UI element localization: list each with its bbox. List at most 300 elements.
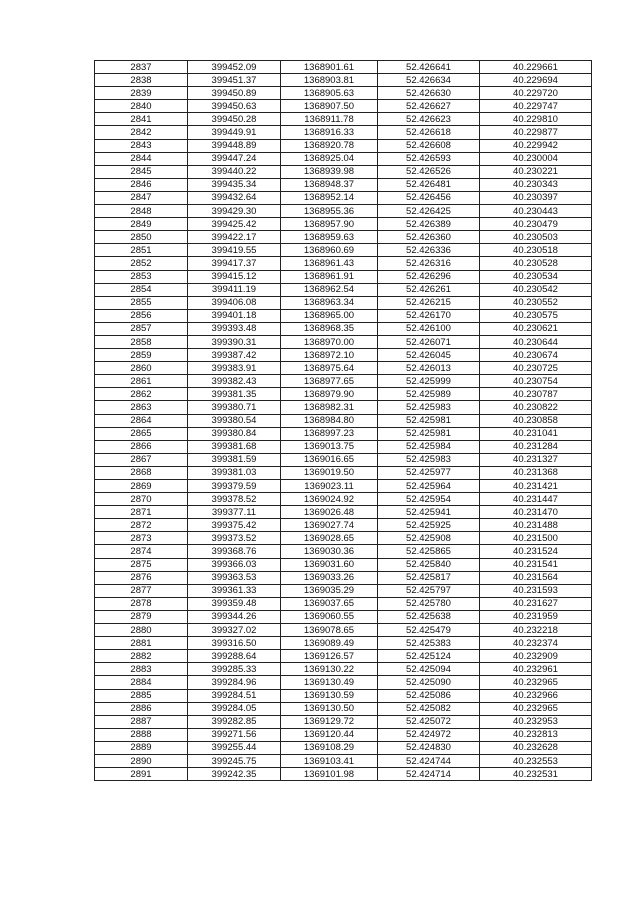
table-cell: 52.424972 [378,728,480,741]
table-row [95,322,592,335]
table-row [95,728,592,741]
table-cell: 40.230621 [480,322,592,335]
table-cell: 40.230552 [480,296,592,309]
table-cell: 40.229694 [480,74,592,87]
table-cell: 40.232966 [480,689,592,702]
table-cell: 40.231421 [480,480,592,493]
table-cell: 52.425925 [378,519,480,532]
table-cell: 52.425094 [378,663,480,676]
table-row [95,466,592,479]
table-cell: 1369031.60 [281,558,378,571]
table-cell: 399447.24 [188,152,281,165]
table-cell: 1369130.50 [281,702,378,715]
table-cell: 399390.31 [188,335,281,348]
table-row [95,689,592,702]
table-cell: 2860 [95,362,188,375]
table-cell: 52.426296 [378,270,480,283]
table-cell: 40.230221 [480,165,592,178]
table-cell: 1368955.36 [281,205,378,218]
table-cell: 40.232553 [480,754,592,767]
table-cell: 52.425383 [378,637,480,650]
table-cell: 52.424744 [378,754,480,767]
table-cell: 40.230858 [480,414,592,427]
table-cell: 2857 [95,322,188,335]
table-row [95,87,592,100]
table-cell: 1369108.29 [281,741,378,754]
table-row [95,453,592,466]
table-row [95,126,592,139]
table-cell: 2891 [95,768,188,781]
table-cell: 40.229720 [480,87,592,100]
table-cell: 40.229942 [480,139,592,152]
table-row [95,571,592,584]
table-cell: 1368961.43 [281,257,378,270]
table-cell: 399288.64 [188,650,281,663]
table-cell: 2862 [95,388,188,401]
table-cell: 52.426336 [378,244,480,257]
table-cell: 2840 [95,100,188,113]
coordinates-table [94,60,592,781]
table-row [95,754,592,767]
table-cell: 399425.42 [188,218,281,231]
table-cell: 399415.12 [188,270,281,283]
table-cell: 52.426215 [378,296,480,309]
table-cell: 2847 [95,191,188,204]
table-cell: 52.425999 [378,375,480,388]
table-cell: 2888 [95,728,188,741]
table-cell: 52.425124 [378,650,480,663]
table-cell: 1368961.91 [281,270,378,283]
table-cell: 1368939.98 [281,165,378,178]
table-cell: 2864 [95,414,188,427]
table-cell: 52.425989 [378,388,480,401]
table-cell: 52.426456 [378,191,480,204]
table-cell: 40.230725 [480,362,592,375]
table-cell: 399380.54 [188,414,281,427]
table-row [95,637,592,650]
table-cell: 399344.26 [188,610,281,623]
table-cell: 40.232953 [480,715,592,728]
table-cell: 1369016.65 [281,453,378,466]
table-cell: 52.426071 [378,335,480,348]
table-row [95,74,592,87]
table-cell: 40.232218 [480,624,592,637]
table-cell: 40.231470 [480,506,592,519]
table-cell: 52.425954 [378,493,480,506]
table-cell: 2869 [95,480,188,493]
table-cell: 399448.89 [188,139,281,152]
table-cell: 1368907.50 [281,100,378,113]
table-cell: 399440.22 [188,165,281,178]
table-cell: 1368997.23 [281,427,378,440]
table-cell: 52.426100 [378,322,480,335]
table-cell: 40.230443 [480,205,592,218]
table-cell: 1369078.65 [281,624,378,637]
table-cell: 2843 [95,139,188,152]
table-cell: 52.426623 [378,113,480,126]
table-cell: 1368970.00 [281,335,378,348]
table-row [95,493,592,506]
table-cell: 1369103.41 [281,754,378,767]
table-cell: 399381.68 [188,440,281,453]
table-cell: 1369023.11 [281,480,378,493]
table-cell: 40.232374 [480,637,592,650]
table-row [95,545,592,558]
table-cell: 1368979.90 [281,388,378,401]
table-cell: 40.230575 [480,309,592,322]
table-cell: 52.425941 [378,506,480,519]
table-cell: 2846 [95,178,188,191]
table-cell: 399363.53 [188,571,281,584]
table-cell: 2844 [95,152,188,165]
table-cell: 399380.84 [188,427,281,440]
table-cell: 399255.44 [188,741,281,754]
table-cell: 2877 [95,584,188,597]
table-cell: 2859 [95,349,188,362]
table-cell: 52.425908 [378,532,480,545]
table-cell: 40.230528 [480,257,592,270]
table-cell: 2880 [95,624,188,637]
table-cell: 2865 [95,427,188,440]
table-cell: 1368957.90 [281,218,378,231]
table-cell: 399381.35 [188,388,281,401]
table-cell: 40.230397 [480,191,592,204]
table-row [95,270,592,283]
table-cell: 2850 [95,231,188,244]
table-row [95,205,592,218]
table-cell: 40.230479 [480,218,592,231]
table-cell: 1368948.37 [281,178,378,191]
table-cell: 40.231488 [480,519,592,532]
table-cell: 2885 [95,689,188,702]
table-cell: 52.425983 [378,401,480,414]
table-cell: 40.230004 [480,152,592,165]
table-cell: 399368.76 [188,545,281,558]
table-cell: 2849 [95,218,188,231]
table-cell: 1368963.34 [281,296,378,309]
table-cell: 399387.42 [188,349,281,362]
table-row [95,113,592,126]
table-cell: 40.231593 [480,584,592,597]
table-cell: 399284.51 [188,689,281,702]
table-row [95,375,592,388]
table-cell: 40.229661 [480,61,592,74]
table-cell: 2887 [95,715,188,728]
table-cell: 40.231041 [480,427,592,440]
table-row [95,663,592,676]
table-cell: 2838 [95,74,188,87]
table-cell: 52.425817 [378,571,480,584]
table-cell: 1368977.65 [281,375,378,388]
table-row [95,624,592,637]
table-cell: 2842 [95,126,188,139]
table-cell: 1369101.98 [281,768,378,781]
table-cell: 40.230518 [480,244,592,257]
table-cell: 52.426170 [378,309,480,322]
table-cell: 40.232531 [480,768,592,781]
table-cell: 40.231284 [480,440,592,453]
table-cell: 40.231564 [480,571,592,584]
table-cell: 1369037.65 [281,597,378,610]
table-row [95,427,592,440]
table-cell: 1368952.14 [281,191,378,204]
table-cell: 1368959.63 [281,231,378,244]
table-row [95,100,592,113]
table-cell: 2848 [95,205,188,218]
table-row [95,506,592,519]
table-row [95,165,592,178]
table-cell: 1368962.54 [281,283,378,296]
table-cell: 399450.28 [188,113,281,126]
table-cell: 40.230343 [480,178,592,191]
table-cell: 40.231541 [480,558,592,571]
table-cell: 1369120.44 [281,728,378,741]
table-cell: 399449.91 [188,126,281,139]
table-row [95,388,592,401]
table-cell: 399429.30 [188,205,281,218]
table-row [95,257,592,270]
table-row [95,309,592,322]
table-cell: 1368965.00 [281,309,378,322]
table-cell: 2852 [95,257,188,270]
table-row [95,768,592,781]
table-cell: 1368975.64 [281,362,378,375]
table-cell: 40.232965 [480,702,592,715]
table-cell: 1368982.31 [281,401,378,414]
table-row [95,191,592,204]
table-row [95,218,592,231]
table-cell: 52.425072 [378,715,480,728]
table-cell: 52.426627 [378,100,480,113]
table-cell: 52.426593 [378,152,480,165]
table-cell: 40.230754 [480,375,592,388]
table-cell: 1368903.81 [281,74,378,87]
table-cell: 1368920.78 [281,139,378,152]
table-cell: 399401.18 [188,309,281,322]
table-cell: 40.231447 [480,493,592,506]
table-cell: 2871 [95,506,188,519]
table-cell: 40.231500 [480,532,592,545]
table-cell: 399379.59 [188,480,281,493]
table-cell: 40.232628 [480,741,592,754]
table-cell: 399451.37 [188,74,281,87]
table-cell: 40.231627 [480,597,592,610]
table-row [95,741,592,754]
table-row [95,480,592,493]
table-cell: 399316.50 [188,637,281,650]
coordinates-table-body [95,61,592,781]
table-cell: 1369129.72 [281,715,378,728]
table-row [95,231,592,244]
table-cell: 40.232965 [480,676,592,689]
table-cell: 399285.33 [188,663,281,676]
table-cell: 52.426618 [378,126,480,139]
table-cell: 40.231524 [480,545,592,558]
table-cell: 399284.05 [188,702,281,715]
table-row [95,414,592,427]
table-cell: 1369130.49 [281,676,378,689]
table-cell: 52.425977 [378,466,480,479]
table-cell: 399381.03 [188,466,281,479]
table-cell: 52.426481 [378,178,480,191]
table-cell: 2841 [95,113,188,126]
table-cell: 2883 [95,663,188,676]
table-cell: 52.425780 [378,597,480,610]
table-cell: 399450.89 [188,87,281,100]
table-cell: 399452.09 [188,61,281,74]
table-cell: 399378.52 [188,493,281,506]
table-cell: 1368901.61 [281,61,378,74]
table-cell: 2867 [95,453,188,466]
table-cell: 2870 [95,493,188,506]
table-cell: 1369130.22 [281,663,378,676]
table-row [95,244,592,257]
table-cell: 1369060.55 [281,610,378,623]
table-cell: 1369024.92 [281,493,378,506]
table-cell: 399366.03 [188,558,281,571]
table-row [95,152,592,165]
table-row [95,349,592,362]
table-cell: 1369130.59 [281,689,378,702]
table-cell: 1368925.04 [281,152,378,165]
table-cell: 2861 [95,375,188,388]
table-row [95,715,592,728]
table-cell: 40.232813 [480,728,592,741]
table-cell: 2858 [95,335,188,348]
table-row [95,519,592,532]
table-cell: 2868 [95,466,188,479]
table-cell: 1368972.10 [281,349,378,362]
table-cell: 1369027.74 [281,519,378,532]
table-row [95,178,592,191]
table-row [95,558,592,571]
table-row [95,362,592,375]
table-cell: 1369019.50 [281,466,378,479]
table-cell: 40.231959 [480,610,592,623]
table-row [95,597,592,610]
table-cell: 2875 [95,558,188,571]
table-cell: 52.426360 [378,231,480,244]
table-cell: 52.426526 [378,165,480,178]
table-cell: 52.425090 [378,676,480,689]
table-row [95,584,592,597]
table-cell: 2855 [95,296,188,309]
table-cell: 399406.08 [188,296,281,309]
table-cell: 40.232909 [480,650,592,663]
table-cell: 399393.48 [188,322,281,335]
table-cell: 1368911.78 [281,113,378,126]
table-cell: 52.425984 [378,440,480,453]
table-cell: 2856 [95,309,188,322]
table-cell: 399359.48 [188,597,281,610]
table-cell: 2845 [95,165,188,178]
table-cell: 52.425082 [378,702,480,715]
table-cell: 2853 [95,270,188,283]
table-cell: 399327.02 [188,624,281,637]
table-cell: 2837 [95,61,188,74]
table-cell: 40.230503 [480,231,592,244]
table-cell: 52.426630 [378,87,480,100]
table-cell: 2866 [95,440,188,453]
table-cell: 399450.63 [188,100,281,113]
table-row [95,283,592,296]
table-cell: 40.229747 [480,100,592,113]
table-cell: 1368960.69 [281,244,378,257]
table-cell: 1369089.49 [281,637,378,650]
table-cell: 40.232961 [480,663,592,676]
table-cell: 52.426013 [378,362,480,375]
table-row [95,676,592,689]
table-cell: 399435.34 [188,178,281,191]
table-cell: 40.230674 [480,349,592,362]
table-cell: 52.425964 [378,480,480,493]
table-row [95,401,592,414]
table-cell: 399422.17 [188,231,281,244]
table-cell: 399361.33 [188,584,281,597]
table-cell: 1368984.80 [281,414,378,427]
table-cell: 52.425797 [378,584,480,597]
table-cell: 399271.56 [188,728,281,741]
table-cell: 399432.64 [188,191,281,204]
table-cell: 52.425840 [378,558,480,571]
table-cell: 399245.75 [188,754,281,767]
table-cell: 399417.37 [188,257,281,270]
table-cell: 52.424714 [378,768,480,781]
table-cell: 2873 [95,532,188,545]
table-cell: 399411.19 [188,283,281,296]
table-cell: 2839 [95,87,188,100]
table-cell: 2854 [95,283,188,296]
table-row [95,532,592,545]
table-cell: 2876 [95,571,188,584]
table-cell: 2889 [95,741,188,754]
table-cell: 40.230822 [480,401,592,414]
table-row [95,650,592,663]
table-cell: 2882 [95,650,188,663]
table-cell: 52.425638 [378,610,480,623]
table-cell: 399377.11 [188,506,281,519]
table-row [95,61,592,74]
table-cell: 1369035.29 [281,584,378,597]
table-row [95,610,592,623]
table-cell: 399383.91 [188,362,281,375]
table-row [95,702,592,715]
table-cell: 52.426045 [378,349,480,362]
table-cell: 399381.59 [188,453,281,466]
table-cell: 1368916.33 [281,126,378,139]
table-cell: 1369013.75 [281,440,378,453]
table-cell: 1369028.65 [281,532,378,545]
table-cell: 2886 [95,702,188,715]
table-cell: 52.424830 [378,741,480,754]
table-row [95,296,592,309]
table-cell: 40.230787 [480,388,592,401]
table-cell: 1368905.63 [281,87,378,100]
table-row [95,335,592,348]
table-cell: 40.230644 [480,335,592,348]
table-cell: 399373.52 [188,532,281,545]
table-cell: 52.425865 [378,545,480,558]
table-cell: 40.230542 [480,283,592,296]
table-cell: 399242.35 [188,768,281,781]
table-cell: 40.230534 [480,270,592,283]
table-cell: 2879 [95,610,188,623]
table-cell: 399380.71 [188,401,281,414]
table-cell: 399284.96 [188,676,281,689]
table-cell: 1369030.36 [281,545,378,558]
table-cell: 52.426608 [378,139,480,152]
table-cell: 52.425981 [378,427,480,440]
